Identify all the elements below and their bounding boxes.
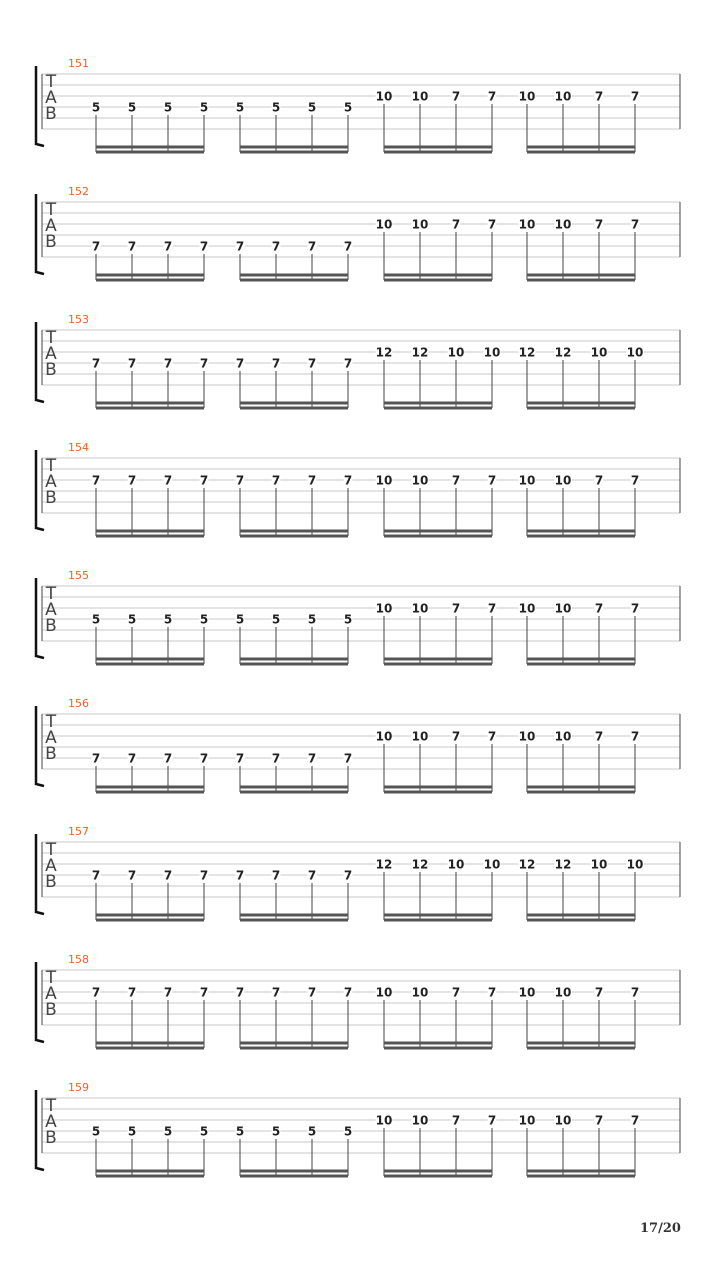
fret-number: 12 [375, 345, 393, 360]
note-beam [527, 658, 635, 661]
tab-clef-letter: B [45, 488, 57, 508]
fret-number: 12 [518, 857, 536, 872]
tab-staff [0, 322, 720, 422]
tab-system [0, 953, 720, 1090]
note-beam [96, 274, 204, 277]
fret-number: 7 [307, 985, 317, 1000]
note-beam [384, 658, 492, 661]
fret-number: 7 [307, 239, 317, 254]
fret-number: 7 [451, 1113, 461, 1128]
tab-clef-letter: T [45, 200, 57, 220]
note-beam [96, 146, 204, 149]
fret-number: 7 [630, 217, 640, 232]
fret-number: 5 [127, 612, 137, 627]
tab-clef-letter: T [45, 72, 57, 92]
fret-number: 7 [630, 729, 640, 744]
tab-clef-letter: T [45, 840, 57, 860]
fret-number: 12 [554, 857, 572, 872]
fret-number: 12 [518, 345, 536, 360]
note-beam [240, 530, 348, 533]
fret-number: 7 [343, 356, 353, 371]
fret-number: 5 [163, 100, 173, 115]
note-beam [384, 786, 492, 789]
note-beam [96, 1175, 204, 1178]
tab-clef-letter: T [45, 968, 57, 988]
fret-number: 7 [630, 985, 640, 1000]
tab-system [0, 185, 720, 322]
note-beam [96, 791, 204, 794]
fret-number: 5 [235, 100, 245, 115]
fret-number: 7 [235, 473, 245, 488]
note-beam [96, 1047, 204, 1050]
note-beam [527, 1042, 635, 1045]
fret-number: 5 [271, 612, 281, 627]
fret-number: 7 [307, 356, 317, 371]
fret-number: 7 [487, 89, 497, 104]
fret-number: 7 [451, 601, 461, 616]
fret-number: 5 [307, 612, 317, 627]
note-beam [527, 1047, 635, 1050]
fret-number: 10 [411, 473, 429, 488]
note-beam [96, 1042, 204, 1045]
fret-number: 10 [518, 217, 536, 232]
fret-number: 7 [343, 239, 353, 254]
system-bracket [36, 962, 44, 1042]
fret-number: 7 [630, 1113, 640, 1128]
note-beam [527, 786, 635, 789]
note-beam [527, 274, 635, 277]
fret-number: 10 [554, 985, 572, 1000]
note-beam [384, 791, 492, 794]
fret-number: 7 [235, 356, 245, 371]
fret-number: 12 [411, 345, 429, 360]
tab-clef-letter: A [45, 984, 57, 1004]
fret-number: 7 [451, 729, 461, 744]
note-beam [527, 791, 635, 794]
fret-number: 5 [343, 100, 353, 115]
fret-number: 7 [594, 1113, 604, 1128]
note-beam [384, 146, 492, 149]
note-beam [384, 530, 492, 533]
fret-number: 7 [343, 473, 353, 488]
fret-number: 7 [307, 868, 317, 883]
tab-staff [0, 194, 720, 294]
note-beam [527, 1170, 635, 1173]
measure-number: 156 [68, 697, 89, 710]
tab-clef-letter: A [45, 216, 57, 236]
fret-number: 7 [163, 239, 173, 254]
fret-number: 10 [626, 857, 644, 872]
tab-clef-letter: A [45, 344, 57, 364]
fret-number: 7 [127, 356, 137, 371]
fret-number: 7 [630, 473, 640, 488]
tab-clef-letter: B [45, 232, 57, 252]
fret-number: 10 [375, 89, 393, 104]
note-beam [384, 1175, 492, 1178]
fret-number: 12 [554, 345, 572, 360]
fret-number: 7 [487, 217, 497, 232]
note-beam [527, 407, 635, 410]
note-beam [96, 919, 204, 922]
page-number: 17/20 [640, 1221, 681, 1236]
tab-clef-letter: A [45, 1112, 57, 1132]
note-beam [96, 535, 204, 538]
note-beam [527, 530, 635, 533]
fret-number: 7 [343, 751, 353, 766]
tab-clef-letter: A [45, 856, 57, 876]
tab-staff [0, 450, 720, 550]
fret-number: 10 [375, 1113, 393, 1128]
fret-number: 7 [199, 751, 209, 766]
note-beam [527, 919, 635, 922]
tab-staff [0, 834, 720, 934]
fret-number: 7 [594, 217, 604, 232]
fret-number: 10 [554, 601, 572, 616]
note-beam [527, 146, 635, 149]
fret-number: 7 [594, 89, 604, 104]
note-beam [240, 151, 348, 154]
note-beam [96, 786, 204, 789]
fret-number: 5 [127, 1124, 137, 1139]
note-beam [384, 1042, 492, 1045]
system-bracket [36, 66, 44, 146]
tab-clef-letter: T [45, 456, 57, 476]
fret-number: 7 [127, 473, 137, 488]
tab-clef-letter: B [45, 744, 57, 764]
tab-clef-letter: T [45, 1096, 57, 1116]
fret-number: 10 [518, 89, 536, 104]
note-beam [240, 535, 348, 538]
note-beam [96, 151, 204, 154]
fret-number: 5 [91, 1124, 101, 1139]
tab-clef-letter: T [45, 328, 57, 348]
system-bracket [36, 194, 44, 274]
measure-number: 159 [68, 1081, 89, 1094]
fret-number: 7 [127, 239, 137, 254]
fret-number: 10 [518, 473, 536, 488]
note-beam [240, 274, 348, 277]
tab-clef-letter: T [45, 712, 57, 732]
fret-number: 5 [271, 100, 281, 115]
fret-number: 7 [235, 751, 245, 766]
fret-number: 5 [91, 612, 101, 627]
fret-number: 7 [127, 751, 137, 766]
note-beam [96, 407, 204, 410]
note-beam [96, 914, 204, 917]
tab-clef-letter: A [45, 600, 57, 620]
fret-number: 7 [91, 985, 101, 1000]
note-beam [384, 919, 492, 922]
tab-clef-letter: A [45, 728, 57, 748]
tab-staff [0, 1090, 720, 1190]
fret-number: 7 [199, 985, 209, 1000]
measure-number: 153 [68, 313, 89, 326]
tab-system [0, 313, 720, 450]
note-beam [240, 919, 348, 922]
fret-number: 7 [451, 473, 461, 488]
tab-clef-letter: T [45, 584, 57, 604]
note-beam [384, 407, 492, 410]
measure-number: 158 [68, 953, 89, 966]
fret-number: 7 [163, 473, 173, 488]
note-beam [384, 274, 492, 277]
note-beam [240, 1047, 348, 1050]
fret-number: 5 [199, 1124, 209, 1139]
fret-number: 5 [199, 100, 209, 115]
fret-number: 7 [91, 868, 101, 883]
fret-number: 10 [375, 729, 393, 744]
fret-number: 7 [235, 985, 245, 1000]
fret-number: 7 [487, 985, 497, 1000]
fret-number: 10 [518, 601, 536, 616]
note-beam [240, 279, 348, 282]
fret-number: 10 [375, 985, 393, 1000]
fret-number: 10 [411, 89, 429, 104]
fret-number: 10 [554, 473, 572, 488]
measure-number: 151 [68, 57, 89, 70]
fret-number: 7 [127, 985, 137, 1000]
tab-clef-letter: B [45, 104, 57, 124]
fret-number: 5 [127, 100, 137, 115]
tab-system [0, 569, 720, 706]
system-bracket [36, 1090, 44, 1170]
tab-clef-letter: B [45, 1000, 57, 1020]
fret-number: 7 [487, 473, 497, 488]
tab-system [0, 697, 720, 834]
fret-number: 7 [487, 601, 497, 616]
system-bracket [36, 578, 44, 658]
fret-number: 7 [271, 473, 281, 488]
note-beam [240, 1170, 348, 1173]
system-bracket [36, 706, 44, 786]
note-beam [527, 402, 635, 405]
tab-clef-letter: B [45, 1128, 57, 1148]
fret-number: 10 [554, 1113, 572, 1128]
note-beam [240, 786, 348, 789]
tab-clef-letter: B [45, 872, 57, 892]
system-bracket [36, 322, 44, 402]
measure-number: 152 [68, 185, 89, 198]
note-beam [240, 402, 348, 405]
fret-number: 7 [163, 751, 173, 766]
fret-number: 10 [554, 89, 572, 104]
fret-number: 7 [451, 985, 461, 1000]
tab-clef-letter: A [45, 88, 57, 108]
tab-clef-letter: A [45, 472, 57, 492]
note-beam [96, 1170, 204, 1173]
tab-system [0, 1081, 720, 1218]
measure-number: 154 [68, 441, 89, 454]
note-beam [384, 535, 492, 538]
fret-number: 7 [594, 729, 604, 744]
note-beam [384, 151, 492, 154]
tab-clef-letter: B [45, 616, 57, 636]
fret-number: 7 [199, 868, 209, 883]
fret-number: 7 [91, 751, 101, 766]
tab-staff [0, 706, 720, 806]
system-bracket [36, 834, 44, 914]
fret-number: 7 [630, 89, 640, 104]
fret-number: 7 [91, 239, 101, 254]
fret-number: 12 [375, 857, 393, 872]
tab-system [0, 825, 720, 962]
fret-number: 7 [271, 751, 281, 766]
fret-number: 7 [594, 473, 604, 488]
note-beam [384, 1170, 492, 1173]
fret-number: 7 [594, 985, 604, 1000]
note-beam [384, 279, 492, 282]
fret-number: 7 [451, 89, 461, 104]
tab-system [0, 441, 720, 578]
fret-number: 10 [518, 1113, 536, 1128]
fret-number: 7 [307, 751, 317, 766]
fret-number: 10 [411, 1113, 429, 1128]
fret-number: 7 [91, 473, 101, 488]
fret-number: 10 [411, 217, 429, 232]
system-bracket [36, 450, 44, 530]
fret-number: 10 [447, 857, 465, 872]
note-beam [527, 535, 635, 538]
fret-number: 7 [235, 239, 245, 254]
fret-number: 10 [554, 729, 572, 744]
fret-number: 10 [518, 729, 536, 744]
fret-number: 7 [487, 729, 497, 744]
fret-number: 5 [307, 100, 317, 115]
note-beam [384, 402, 492, 405]
fret-number: 5 [163, 612, 173, 627]
tab-system [0, 57, 720, 194]
fret-number: 7 [451, 217, 461, 232]
note-beam [240, 146, 348, 149]
note-beam [240, 663, 348, 666]
fret-number: 5 [235, 612, 245, 627]
fret-number: 5 [307, 1124, 317, 1139]
note-beam [527, 279, 635, 282]
note-beam [384, 914, 492, 917]
fret-number: 7 [163, 356, 173, 371]
fret-number: 5 [91, 100, 101, 115]
fret-number: 7 [163, 868, 173, 883]
note-beam [240, 1042, 348, 1045]
fret-number: 10 [590, 857, 608, 872]
fret-number: 7 [199, 473, 209, 488]
note-beam [240, 791, 348, 794]
fret-number: 7 [127, 868, 137, 883]
note-beam [527, 914, 635, 917]
note-beam [96, 663, 204, 666]
fret-number: 7 [630, 601, 640, 616]
note-beam [96, 658, 204, 661]
note-beam [240, 407, 348, 410]
fret-number: 10 [375, 217, 393, 232]
fret-number: 10 [411, 729, 429, 744]
fret-number: 7 [594, 601, 604, 616]
fret-number: 7 [199, 239, 209, 254]
tab-staff [0, 578, 720, 678]
tab-staff [0, 962, 720, 1062]
fret-number: 7 [271, 356, 281, 371]
note-beam [240, 914, 348, 917]
fret-number: 10 [483, 345, 501, 360]
fret-number: 10 [447, 345, 465, 360]
fret-number: 7 [307, 473, 317, 488]
fret-number: 12 [411, 857, 429, 872]
tab-staff [0, 66, 720, 166]
fret-number: 5 [343, 1124, 353, 1139]
fret-number: 10 [626, 345, 644, 360]
fret-number: 5 [199, 612, 209, 627]
fret-number: 7 [343, 985, 353, 1000]
note-beam [96, 279, 204, 282]
note-beam [527, 151, 635, 154]
note-beam [96, 402, 204, 405]
note-beam [96, 530, 204, 533]
fret-number: 7 [487, 1113, 497, 1128]
fret-number: 10 [411, 985, 429, 1000]
fret-number: 7 [199, 356, 209, 371]
measure-number: 155 [68, 569, 89, 582]
measure-number: 157 [68, 825, 89, 838]
fret-number: 7 [271, 239, 281, 254]
fret-number: 7 [271, 985, 281, 1000]
fret-number: 10 [375, 601, 393, 616]
note-beam [384, 663, 492, 666]
fret-number: 5 [343, 612, 353, 627]
fret-number: 7 [235, 868, 245, 883]
fret-number: 5 [163, 1124, 173, 1139]
note-beam [240, 1175, 348, 1178]
fret-number: 10 [483, 857, 501, 872]
tab-clef-letter: B [45, 360, 57, 380]
note-beam [527, 1175, 635, 1178]
fret-number: 7 [271, 868, 281, 883]
fret-number: 7 [91, 356, 101, 371]
fret-number: 5 [235, 1124, 245, 1139]
fret-number: 10 [554, 217, 572, 232]
fret-number: 7 [163, 985, 173, 1000]
fret-number: 5 [271, 1124, 281, 1139]
fret-number: 10 [518, 985, 536, 1000]
fret-number: 10 [411, 601, 429, 616]
note-beam [384, 1047, 492, 1050]
note-beam [527, 663, 635, 666]
fret-number: 10 [590, 345, 608, 360]
note-beam [240, 658, 348, 661]
fret-number: 10 [375, 473, 393, 488]
fret-number: 7 [343, 868, 353, 883]
